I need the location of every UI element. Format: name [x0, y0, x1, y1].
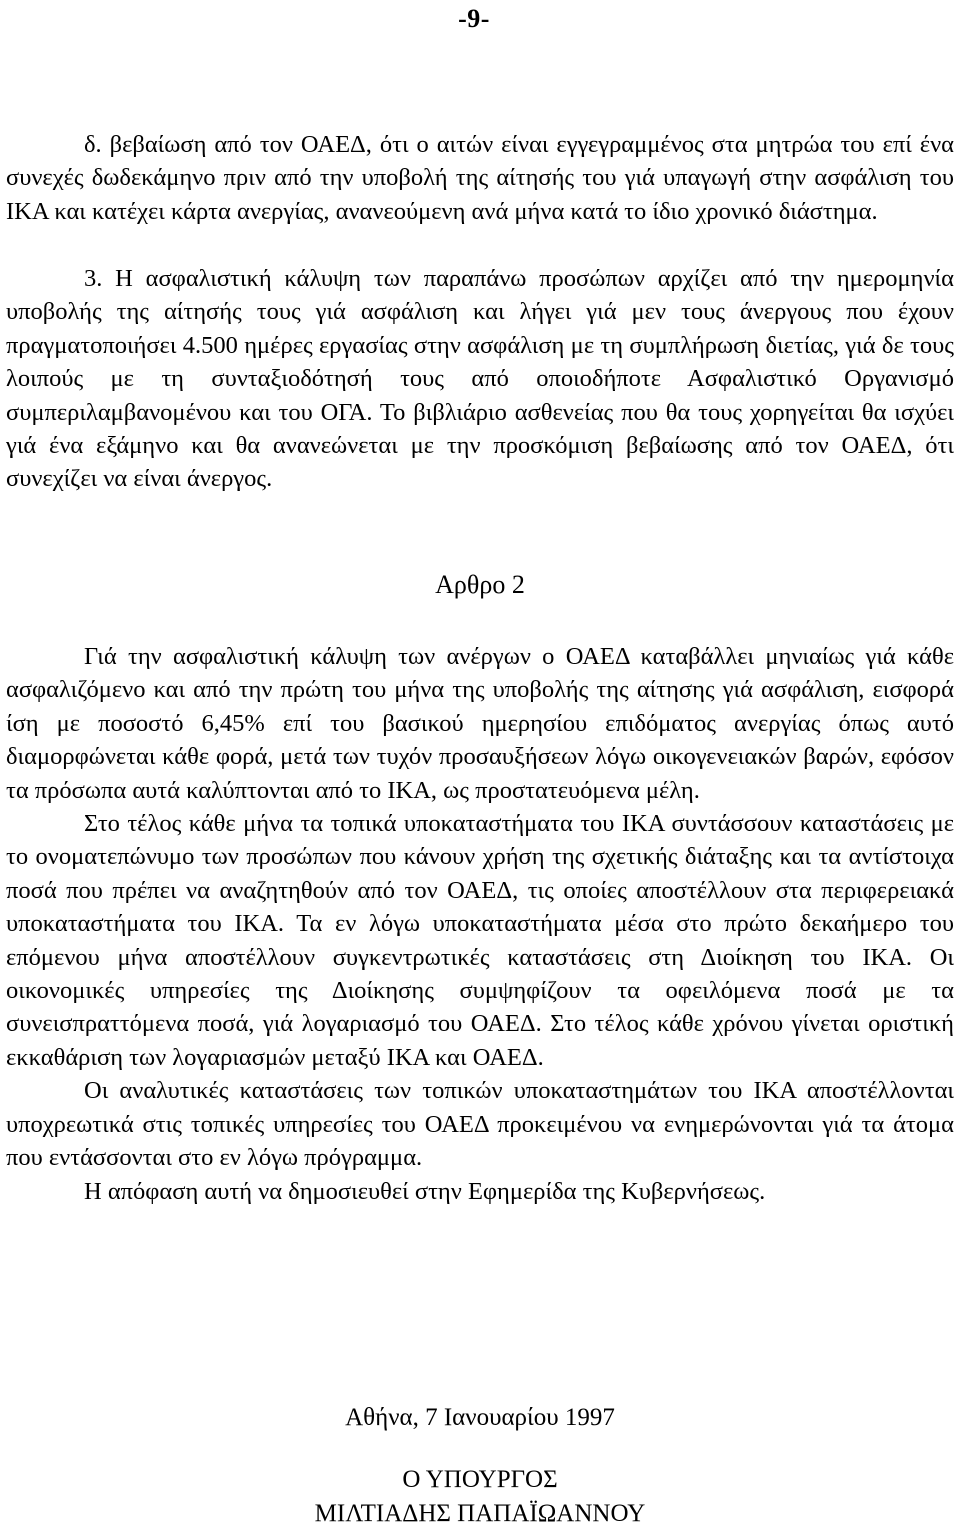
article-2-paragraph: Στο τέλος κάθε μήνα τα τοπικά υποκαταστήματα του ΙΚΑ συντάσσουν καταστάσεις με το ονοματεπώνυμο των προσώπων που κάνουν χρήση της σχετικής διάταξης και τα αντίστοιχα ποσά που πρέπει να αναζητηθούν από τον ΟΑΕΔ, τις οποίες αποστέλλουν στα περιφερειακά υποκαταστήματα του ΙΚΑ. Τα εν λόγω υποκαταστήματα μέσα στο πρώτο δεκαήμερο του επόμενου μήνα αποστέλλουν συγκεντρωτικές καταστάσεις στη Διοίκηση του ΙΚΑ. Οι οικονομικές υπηρεσίες της Διοίκησης συμψηφίζουν τα οφειλόμενα ποσά με τα συνεισπραττόμενα ποσά, γιά λογαριασμό του ΟΑΕΔ. Στο τέλος κάθε χρόνου γίνεται οριστική εκκαθάριση των λογαριασμών μεταξύ ΙΚΑ και ΟΑΕΔ.: [6, 810, 954, 1071]
article-2-paragraph: Οι αναλυτικές καταστάσεις των τοπικών υποκαταστημάτων του ΙΚΑ αποστέλλονται υποχρεωτικά στις τοπικές υπηρεσίες του ΟΑΕΔ προκειμένου να ενημερώνονται γιά τα άτομα που εντάσσονται στο εν λόγω πρόγραμμα.: [6, 1077, 954, 1172]
signatory-title: Ο ΥΠΟΥΡΓΟΣ: [402, 1466, 558, 1493]
page-number: -9-: [458, 4, 490, 33]
article-2-body: [6, 640, 954, 1208]
article-2-paragraph: Γιά την ασφαλιστική κάλυψη των ανέργων ο ΟΑΕΔ καταβάλλει μηνιαίως γιά κάθε ασφαλιζόμενο και από την πρώτη του μήνα της υποβολής της αίτησης γιά ασφάλιση, εισφορά ίση με ποσοστό 6,45% επί του βασικού ημερησίου επιδόματος ανεργίας όπως αυτό διαμορφώνεται κάθε φορά, μετά των τυχόν προσαυξήσεων λόγω οικογενειακών βαρών, εφόσον τα πρόσωπα αυτά καλύπτονται από το ΙΚΑ, ως προστατευόμενα μέλη.: [6, 643, 954, 804]
article-2-heading: Αρθρο 2: [435, 570, 525, 599]
place-date: Αθήνα, 7 Ιανουαρίου 1997: [345, 1404, 615, 1431]
article-2-paragraph: Η απόφαση αυτή να δημοσιευθεί στην Εφημερίδα της Κυβερνήσεως.: [84, 1177, 766, 1205]
paragraph-d: [6, 128, 954, 228]
paragraph-d-text: δ. βεβαίωση από τον ΟΑΕΔ, ότι ο αιτών είναι εγγεγραμμένος στα μητρώα του επί ένα συνεχές δωδεκάμηνο πριν από την υποβολή της αίτησής του γιά υπαγωγή στην ασφάλιση του ΙΚΑ και κατέχει κάρτα ανεργίας, ανανεούμενη ανά μήνα κατά το ίδιο χρονικό διάστημα.: [6, 131, 954, 225]
signatory-name: ΜΙΛΤΙΑΔΗΣ ΠΑΠΑΪΩΑΝΝΟΥ: [314, 1500, 646, 1527]
paragraph-3-text: 3. Η ασφαλιστική κάλυψη των παραπάνω προσώπων αρχίζει από την ημερομηνία υποβολής της αίτησής τους γιά ασφάλιση και λήγει γιά μεν τους άνεργους που έχουν πραγματοποιήσει 4.500 ημέρες εργασίας στην ασφάλιση με τη συμπλήρωση διετίας, γιά δε τους λοιπούς με τη συνταξιοδότησή τους από οποιοδήποτε Ασφαλιστικό Οργανισμό συμπεριλαμβανομένου και του ΟΓΑ. Το βιβλιάριο ασθενείας που θα τους χορηγείται θα ισχύει γιά ένα εξάμηνο και θα ανανεώνεται με την προσκόμιση βεβαίωσης από τον ΟΑΕΔ, ότι συνεχίζει να είναι άνεργος.: [6, 265, 954, 493]
paragraph-3: [6, 262, 954, 496]
